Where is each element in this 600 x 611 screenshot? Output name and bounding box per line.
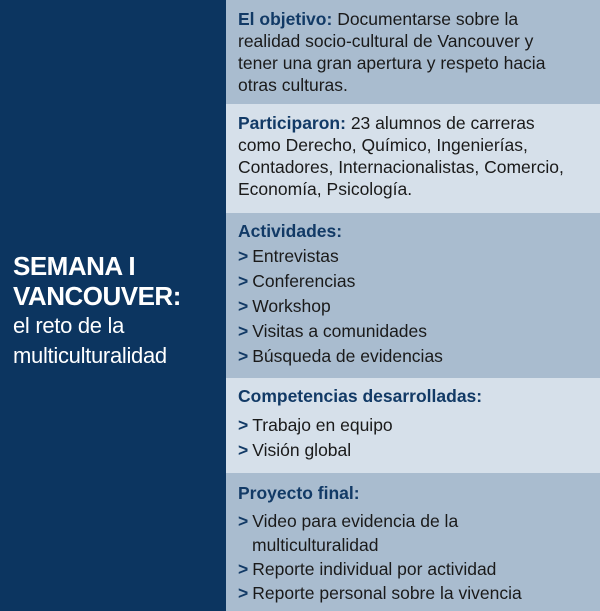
sidebar-panel: [0, 0, 226, 611]
objetivo-label: El objetivo:: [238, 9, 333, 29]
participaron-text: [238, 134, 590, 200]
participaron-text-1: 23 alumnos de carreras: [350, 113, 535, 133]
content-panel: [226, 0, 600, 611]
list-item: [238, 557, 590, 581]
list-item: [238, 269, 590, 294]
participaron-text-2: como Derecho, Químico, Ingenierías,: [238, 135, 528, 155]
participaron-text-3: Contadores, Internacionalistas, Comercio,: [238, 157, 564, 177]
list-item: [238, 413, 590, 438]
list-item-continuation: multiculturalidad: [252, 535, 379, 555]
bullet-arrow: >: [238, 346, 249, 366]
list-item-text: Visitas a comunidades: [252, 321, 428, 341]
bullet-arrow: >: [238, 559, 249, 579]
list-item-text: Reporte personal sobre la vivencia: [252, 583, 522, 603]
objetivo-text-4: otras culturas.: [238, 75, 348, 95]
list-item-text: Visión global: [252, 440, 352, 460]
section-competencias: [226, 378, 600, 473]
objetivo-first-line: [238, 8, 590, 30]
list-item: [238, 294, 590, 319]
list-item: [238, 319, 590, 344]
actividades-label: Actividades:: [238, 221, 343, 241]
participaron-text-4: Economía, Psicología.: [238, 179, 413, 199]
objetivo-text: [238, 30, 590, 96]
objetivo-text-1: Documentarse sobre la: [337, 9, 519, 29]
section-proyecto: [226, 473, 600, 611]
list-item-text: Conferencias: [252, 271, 356, 291]
list-item-text: Video para evidencia de la: [252, 511, 459, 531]
participaron-label: Participaron:: [238, 113, 346, 133]
list-item-text: Workshop: [252, 296, 331, 316]
bullet-arrow: >: [238, 415, 249, 435]
title-line-2: VANCOUVER:: [13, 280, 181, 311]
subtitle-line-2: multiculturalidad: [13, 342, 167, 368]
participaron-first-line: [238, 112, 590, 134]
list-item: [238, 509, 590, 533]
bullet-arrow: >: [238, 271, 249, 291]
bullet-arrow: >: [238, 296, 249, 316]
list-item-text: Trabajo en equipo: [252, 415, 393, 435]
bullet-arrow: >: [238, 511, 249, 531]
list-item: [238, 344, 590, 369]
list-item-text: Búsqueda de evidencias: [252, 346, 443, 366]
list-item-text: Entrevistas: [252, 246, 339, 266]
competencias-label: Competencias desarrolladas:: [238, 386, 483, 406]
bullet-arrow: >: [238, 321, 249, 341]
objetivo-text-3: tener una gran apertura y respeto hacia: [238, 53, 546, 73]
proyecto-label: Proyecto final:: [238, 483, 360, 503]
list-item: [238, 581, 590, 605]
section-objetivo: [226, 0, 600, 104]
bullet-arrow: >: [238, 246, 249, 266]
section-actividades: [226, 213, 600, 378]
objetivo-text-2: realidad socio-cultural de Vancouver y: [238, 31, 534, 51]
sidebar-title: [13, 251, 226, 371]
subtitle-line-1: el reto de la: [13, 312, 125, 338]
bullet-arrow: >: [238, 440, 249, 460]
section-participaron: [226, 104, 600, 213]
bullet-arrow: >: [238, 583, 249, 603]
title-line-1: SEMANA I: [13, 250, 136, 281]
list-item: [238, 438, 590, 463]
list-item: [238, 244, 590, 269]
list-item-text: Reporte individual por actividad: [252, 559, 497, 579]
